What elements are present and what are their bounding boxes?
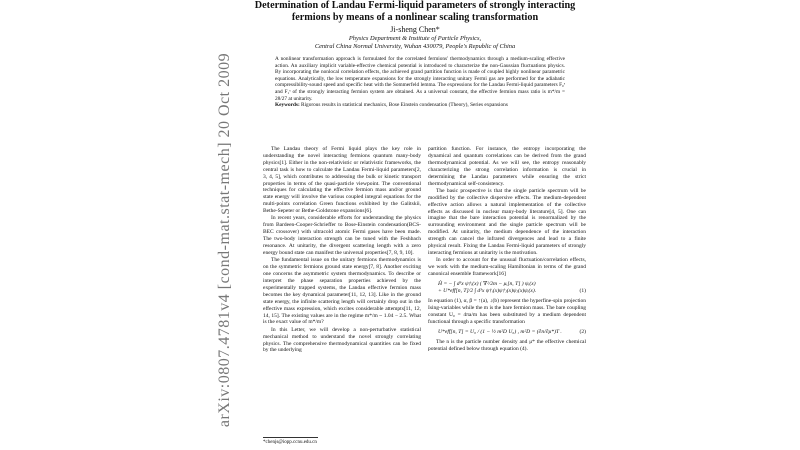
right-column <box>428 146 586 353</box>
left-paragraph: In this Letter, we will develop a non-perturbative statistical mechanical method to understand the novel strongly correlating physics. The comprehensive thermodynamical quantities can be fixed by the underlying <box>263 326 421 354</box>
right-paragraph: partition function. For instance, the entropy incorporating the dynamical and quantum correlations can be derived from the grand thermodynamical potential. As we will see, the entropy reasonably characterizing the strong correlation information is crucial in determining the Landau parameters while ensuring the strict thermodynamical self-consistency. <box>428 146 586 187</box>
footnote: *chenjs@iopp.ccnu.edu.cn <box>263 440 317 445</box>
right-paragraph: The basic prospective is that the single particle spectrum will be modified by the collective dispersive effects. The medium-dependent effective action allows a natural implementation of the collective effects as discussed in nuclear many-body literature[4, 5]. One can imagine that the bare interaction potential is renormalized by the surrounding environment and the single particle spectrum will be modified. At unitarity, the medium dependence of the interaction strength can cancel the infrared divergences and lead to a finite physical result. Fixing the Landau Fermi-liquid parameters of strongly interacting fermions at unitarity is the motivation. <box>428 187 586 256</box>
left-paragraph: In recent years, considerable efforts for understanding the physics from Bardeen-Cooper-Schrieffer to Bose-Einstein condensation(BCS-BEC crossover) with ultracold atomic Fermi gases have been made. The two-body interaction strength can be tuned with the Feshbach resonance. At unitarity, the divergent scattering length with a zero energy bound state can manifest the universal properties[7, 8, 9, 10]. <box>263 215 421 256</box>
equation-2-text: U*eff[n, T] = U₀ / (1 − ½ m²D U₀) , m²D = (∂n/∂μ*)T . <box>438 328 562 335</box>
keywords-label: Keywords: <box>275 102 300 109</box>
equation-1-line-2: + U*eff[n, T]/2 ∫ d³x ψ†ᵢ(x)ψ†ⱼ(x)ψⱼ(x)ψᵢ(x). <box>438 288 537 294</box>
equation-2-number: (2) <box>579 328 586 335</box>
right-paragraph: The n is the particle number density and μ* the effective chemical potential defined below through equation (4). <box>428 338 586 352</box>
footnote-rule <box>263 437 318 438</box>
affiliation <box>240 35 590 51</box>
equation-1-number: (1) <box>579 288 586 294</box>
left-paragraph: The fundamental issue on the unitary fermions thermodynamics is on the symmetric fermions ground state energy[7, 8]. Another exciting one concerns the asymmetric system thermodynamics. To describe or interpret the phase separation properties achieved by the experimentally trapped systems, the Landau effective fermion mass becomes the key dynamical parameter[11, 12, 13]. Like in the ground state energy, the infinite scattering length will certainly drop out in the effective mass expression, which excites considerable attempts[11, 12, 14, 15]. The existing values are in the regime m*/m ~ 1.04 − 2.5. What is the exact value of m*/m? <box>263 257 421 326</box>
keywords-text: Rigorous results in statistical mechanics, Bose Einstein condensation (Theory), Series expansions <box>301 102 508 109</box>
arxiv-sidebar <box>205 52 245 428</box>
equation-1 <box>438 281 586 295</box>
paper-title: Determination of Landau Fermi-liquid parameters of strongly interacting fermions by means of a nonlinear scaling transformation <box>254 0 576 23</box>
right-paragraph: In order to account for the unusual fluctuation/correlation effects, we work with the medium-scaling Hamiltonian in terms of the grand canonical ensemble framework[16] <box>428 257 586 278</box>
right-paragraph: In equation (1), α, β = ↑(a), ↓(b) represent the hyperfine-spin projection Ising-variables while the m is the bare fermion mass. The bare coupling constant U₀ = 4πa/m has been substituted by a medium dependent functional through a specific transformation <box>428 298 586 325</box>
left-column <box>263 146 421 355</box>
arxiv-identifier: arXiv:0807.4781v4 [cond-mat.stat-mech] 20 Oct 2009 <box>216 52 233 428</box>
abstract-text: A nonlinear transformation approach is formulated for the correlated fermions' thermodynamics through a medium-scaling effective action. An auxiliary implicit variable-effective chemical potential is introduced to characterize the non-Gaussian fluctuations physics. By incorporating the nonlocal correlation effects, the achieved grand partition function is made of coupled highly nonlinear parametric equations. Analytically, the low temperature expansions for the strongly interacting unitary Fermi gas are performed for the adiabatic compressibility-sound speed and specific heat with the Sommerfeld lemma. The expressions for the Landau Fermi-liquid parameters F₀ˢ and F₁ˢ of the strongly interacting fermion system are obtained. As a universal constant, the effective fermion mass ratio is m*/m = 28/27 at unitarity. <box>275 56 565 102</box>
left-paragraph: The Landau theory of Fermi liquid plays the key role in understanding the novel interacting fermions quantum many-body physics[1]. Either in the non-relativistic or relativistic frameworks, the central task is how to calculate the Landau Fermi-liquid parameters[2, 3, 4, 5], which contributes to addressing the bulk or kinetic transport properties in terms of the quasi-particle viewpoint. The conventional techniques for calculating the effective fermion mass and/or ground state energy will involve the various coupled integral equations for the multi-points correlation Green functions exhibited by the Galitskii, Bethe-Sepeter or Bethe-Goldstone expansions[6]. <box>263 146 421 215</box>
abstract <box>275 56 565 109</box>
equation-1-line-1: Ĥ = − ∫ d³x ψ†ᵢ(x) ( ∇²/2m − μᵢ[n, T] ) ψᵢ(x) <box>438 281 536 287</box>
author-name: Ji-sheng Chen* <box>390 25 440 34</box>
keywords <box>275 102 565 109</box>
affiliation-line-1: Physics Department & Institute of Particle Physics, <box>348 35 482 42</box>
affiliation-line-2: Central China Normal University, Wuhan 430079, People's Republic of China <box>314 43 516 50</box>
equation-2 <box>438 329 586 336</box>
